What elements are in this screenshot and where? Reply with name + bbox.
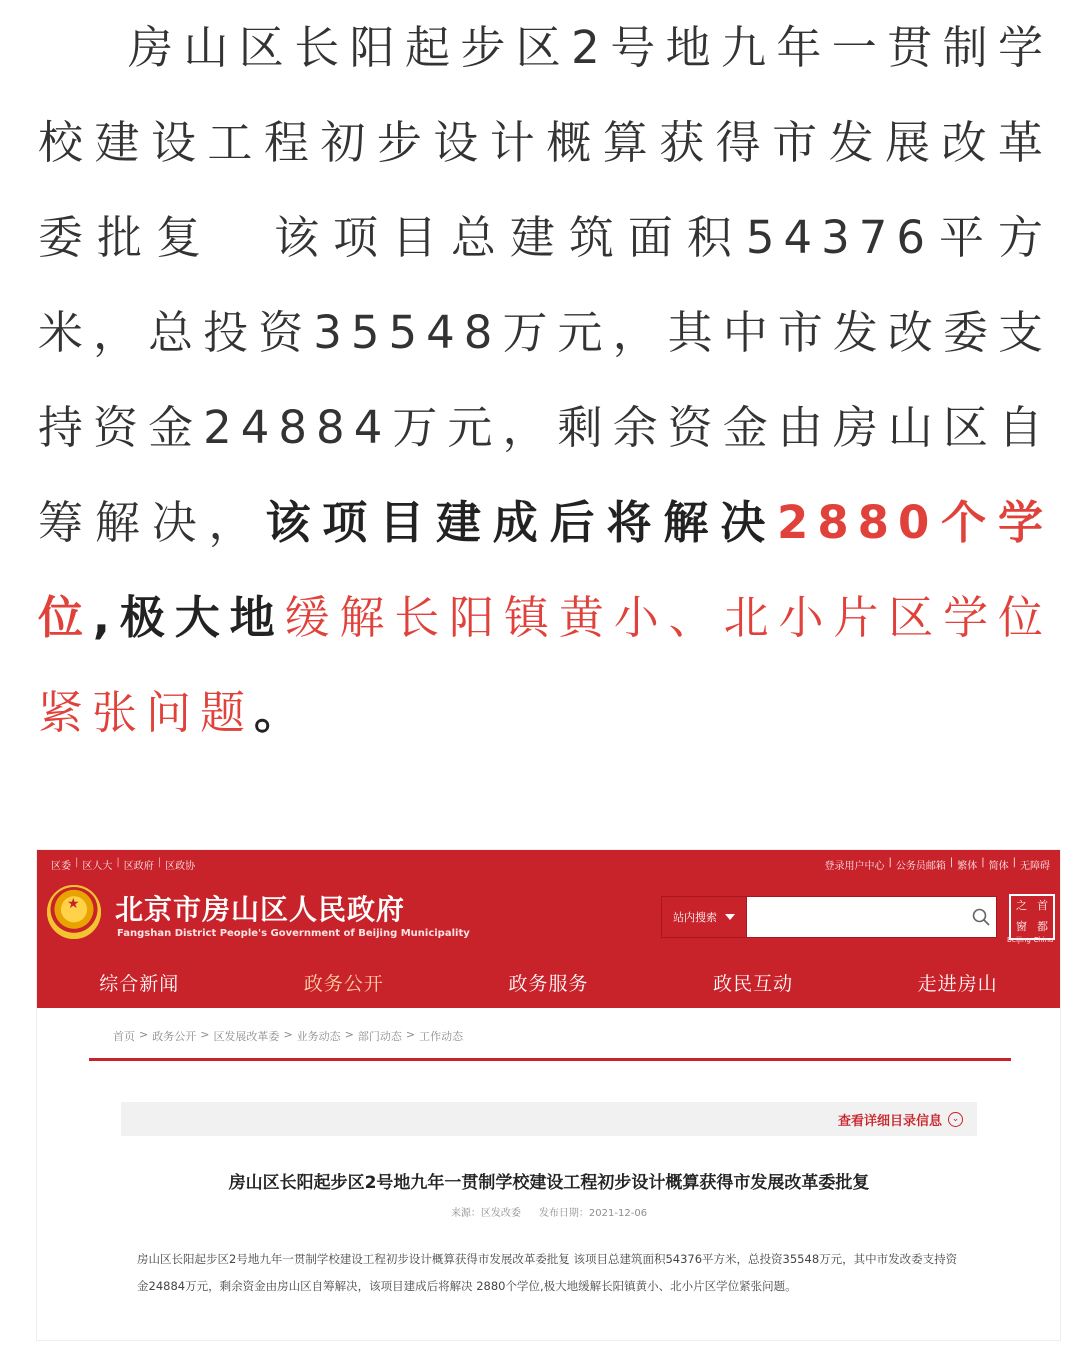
breadcrumb-work-news[interactable]: 工作动态 <box>419 1030 464 1043</box>
article-paragraph <box>38 0 1052 760</box>
article-text <box>38 0 1052 760</box>
link-simplified[interactable]: 简体 <box>988 861 1009 872</box>
nav-item-services[interactable]: 政务服务 <box>508 972 589 995</box>
link-staff-mail[interactable]: 公务员邮箱 <box>895 861 946 872</box>
nav-item-about-fangshan[interactable]: 走进房山 <box>917 972 998 995</box>
article-bold-text: 该项目建成后将解决 <box>265 496 778 549</box>
top-link-district-committee[interactable]: 区委 <box>51 861 71 872</box>
search-scope-select[interactable] <box>662 897 747 937</box>
chevron-down-icon: ⌄ <box>948 1112 963 1127</box>
detail-catalog-label: 查看详细目录信息 <box>837 1114 942 1129</box>
article-meta <box>121 1204 977 1219</box>
search-input[interactable] <box>747 900 966 934</box>
caret-down-icon <box>725 914 735 920</box>
link-user-center[interactable]: 登录用户中心 <box>824 861 885 872</box>
top-right-links: 登录用户中心 | 公务员邮箱 | 繁体 | 简体 | 无障碍 <box>824 857 1050 872</box>
article-body: 房山区长阳起步区2号地九年一贯制学校建设工程初步设计概算获得市发展改革委批复 该项目总建筑面积54376平方米，总投资35548万元，其中市发改委支持资金24884万元，剩余资金由房山区自筹解决，该项目建成后将解决 2880个学位,极大地缓解长阳镇黄小、北小片区学位紧张问题。 <box>137 1252 958 1293</box>
article-plain-text: 房山区长阳起步区2号地九年一贯制学校建设工程初步设计概算获得市发展改革委批复 该项目总建筑面积54376平方米，总投资35548万元，其中市发改委支持资金24884万元，剩余资金由房山区自筹解决， <box>38 21 1052 549</box>
detail-bar <box>121 1102 977 1136</box>
breadcrumb-open-gov[interactable]: 政务公开 <box>152 1030 197 1043</box>
breadcrumb-home[interactable]: 首页 <box>113 1030 135 1043</box>
article-end-mark: 。 <box>254 686 309 739</box>
top-link-district-government[interactable]: 区政府 <box>123 861 154 872</box>
capital-window-caption: Beijing-China <box>1007 936 1054 944</box>
site-title[interactable]: 北京市房山区人民政府 <box>115 893 406 926</box>
article-mid-text: ,极大地 <box>92 591 285 644</box>
search-icon[interactable] <box>966 902 996 932</box>
nav-item-interaction[interactable]: 政民互动 <box>713 972 794 995</box>
top-link-district-congress[interactable]: 区人大 <box>82 861 113 872</box>
article-highlight-relief: 缓解长阳镇黄小、北小片区学位紧张问题 <box>38 591 1052 739</box>
top-links: 区委 | 区人大 | 区政府 | 区政协 <box>51 857 196 872</box>
nav-item-open-government[interactable]: 政务公开 <box>303 972 384 995</box>
article-source: 来源：区发改委 <box>450 1208 521 1219</box>
article-date: 发布日期：2021-12-06 <box>538 1208 648 1219</box>
link-traditional[interactable]: 繁体 <box>957 861 978 872</box>
link-accessibility[interactable]: 无障碍 <box>1020 861 1050 872</box>
breadcrumb: 首页 > 政务公开 > 区发展改革委 > 业务动态 > 部门动态 > 工作动态 <box>113 1028 464 1043</box>
national-emblem-icon: ★ <box>47 885 101 939</box>
main-nav <box>37 956 1060 1008</box>
capital-window-logo[interactable]: 之 首 窗 都 <box>1009 894 1055 940</box>
site-header <box>37 850 1060 1008</box>
breadcrumb-dept-news[interactable]: 部门动态 <box>357 1030 402 1043</box>
article-highlight-seats: 2880个学位 <box>38 496 1052 644</box>
search-box <box>661 896 997 938</box>
nav-item-news[interactable]: 综合新闻 <box>99 972 180 995</box>
breadcrumb-business[interactable]: 业务动态 <box>296 1030 341 1043</box>
search-scope-label: 站内搜索 <box>673 911 717 924</box>
breadcrumb-dept[interactable]: 区发展改革委 <box>213 1030 280 1043</box>
gov-site-screenshot <box>37 850 1060 1340</box>
site-subtitle: Fangshan District People's Government of Beijing Municipality <box>117 928 470 939</box>
detail-catalog-link[interactable] <box>838 1110 963 1129</box>
top-link-district-cppcc[interactable]: 区政协 <box>165 861 196 872</box>
divider <box>89 1058 1011 1061</box>
page-title: 房山区长阳起步区2号地九年一贯制学校建设工程初步设计概算获得市发展改革委批复 <box>228 1173 870 1193</box>
